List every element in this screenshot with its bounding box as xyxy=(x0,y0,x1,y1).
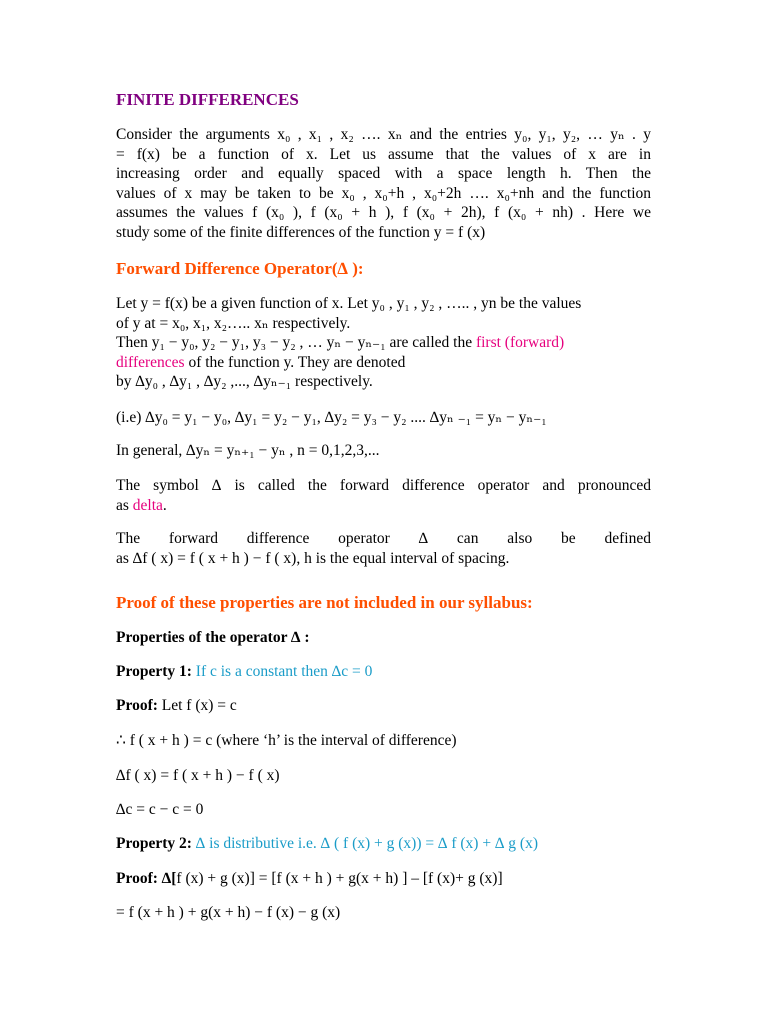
differences-text: of the function y. They are denoted xyxy=(184,353,406,371)
symbol-line-2 xyxy=(116,496,651,516)
properties-heading-text: Properties of the operator ∆ : xyxy=(116,629,310,646)
property-1-label: Property 1: xyxy=(116,663,192,680)
let-line: Let y = f(x) be a given function of x. Let y₀ , y₁ , y₂ , ….. , yn be the values xyxy=(116,295,582,312)
forward-line: as ∆f ( x) = f ( x + h ) − f ( x), h is the equal interval of spacing. xyxy=(116,549,510,567)
therefore-line xyxy=(116,731,651,751)
property-2 xyxy=(116,834,651,854)
property-1-text: If c is a constant then ∆c = 0 xyxy=(191,663,373,680)
proof-2 xyxy=(116,869,651,889)
delta-f-line xyxy=(116,766,651,786)
delta-highlight: delta xyxy=(132,496,163,514)
proof-heading: Proof of these properties are not included in our syllabus: xyxy=(116,593,533,612)
symbol-text: as xyxy=(116,496,133,514)
ie-text: (i.e) ∆y₀ = y₁ − y₀, ∆y₁ = y₂ − y₁, ∆y₂ = y₃ − y₂ .... ∆yₙ ₋₁ = yₙ − yₙ₋₁ xyxy=(116,409,547,426)
delta-c-line xyxy=(116,800,651,820)
ie-line xyxy=(116,408,651,428)
properties-heading xyxy=(116,628,651,648)
symbol-paragraph xyxy=(116,476,651,515)
intro-line: assumes the values f (x₀ ), f (x₀ + h ), f (x₀ + 2h), f (x₀ + nh) . Here we xyxy=(116,204,651,222)
therefore-text: ∴ f ( x + h ) = c (where ‘h’ is the interval of difference) xyxy=(116,732,457,749)
property-1 xyxy=(116,662,651,682)
first-forward-highlight: first (forward) xyxy=(475,334,565,352)
intro-line: Consider the arguments x₀ , x₁ , x₂ …. xₙ and the entries y₀, y₁, y₂, … yₙ . y xyxy=(116,126,651,143)
page-title: FINITE DIFFERENCES xyxy=(116,90,299,109)
symbol-line: The symbol ∆ is called the forward difference operator and pronounced xyxy=(116,477,651,494)
symbol-text-end: . xyxy=(162,496,167,514)
proof-1-label: Proof: xyxy=(116,697,158,714)
proof-2-text: f (x) + g (x)] = [f (x + h ) + g(x + h) ] – [f (x)+ g (x)] xyxy=(176,870,503,887)
differences-line xyxy=(116,353,651,373)
differences-highlight: differences xyxy=(116,353,185,371)
delta-c-text: ∆c = c − c = 0 xyxy=(116,801,204,818)
delta-f-text: ∆f ( x) = f ( x + h ) − f ( x) xyxy=(116,767,280,784)
let-line: of y at = x₀, x₁, x₂….. xₙ respectively. xyxy=(116,314,351,332)
proof-1 xyxy=(116,696,651,716)
intro-line: increasing order and equally spaced with a space length h. Then the xyxy=(116,165,651,183)
definition-paragraph xyxy=(116,294,651,392)
forward-line: The forward difference operator ∆ can also be defined xyxy=(116,530,651,547)
final-text: = f (x + h ) + g(x + h) − f (x) − g (x) xyxy=(116,904,341,921)
intro-paragraph xyxy=(116,125,651,243)
then-text: Then y₁ − y₀, y₂ − y₁, y₃ − y₂ , … yₙ − yₙ₋₁ are called the xyxy=(116,334,476,352)
then-line xyxy=(116,333,651,353)
intro-line: values of x may be taken to be x₀ , x₀+h , x₀+2h …. x₀+nh and the function xyxy=(116,184,651,202)
final-line xyxy=(116,903,651,923)
proof-1-text: Let f (x) = c xyxy=(157,697,237,714)
proof-2-label: Proof: ∆[ xyxy=(116,870,177,887)
property-2-label: Property 2: xyxy=(116,835,192,852)
denoted-by-line: by ∆y₀ , ∆y₁ , ∆y₂ ,..., ∆yₙ₋₁ respectively. xyxy=(116,373,373,391)
forward-difference-heading: Forward Difference Operator(∆ ): xyxy=(116,259,364,278)
general-line xyxy=(116,441,651,461)
general-text: In general, ∆yₙ = yₙ₊₁ − yₙ , n = 0,1,2,3,... xyxy=(116,442,380,459)
forward-definition-paragraph xyxy=(116,529,651,568)
property-2-text: ∆ is distributive i.e. ∆ ( f (x) + g (x)) = ∆ f (x) + ∆ g (x) xyxy=(191,835,539,852)
intro-line: study some of the finite differences of the function y = f (x) xyxy=(116,223,486,241)
intro-line: = f(x) be a function of x. Let us assume that the values of x are in xyxy=(116,145,651,163)
